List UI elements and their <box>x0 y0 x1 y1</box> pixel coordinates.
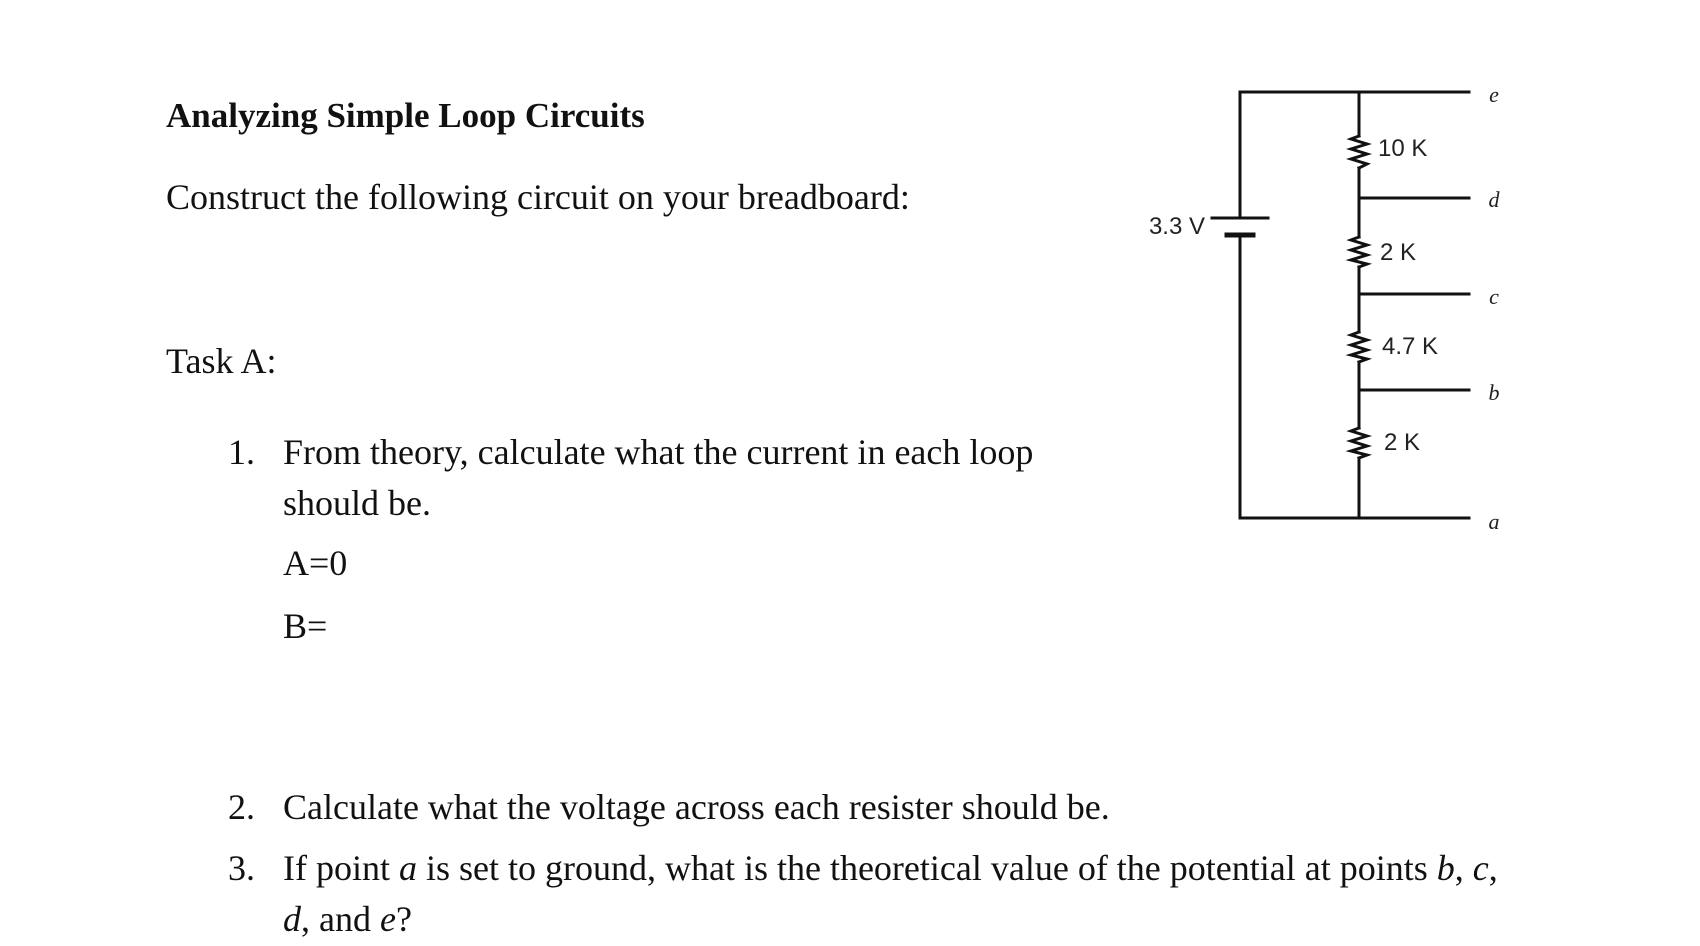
resistor-3-zigzag <box>1351 332 1367 362</box>
intro-text: Construct the following circuit on your breadboard: <box>166 177 910 217</box>
item-2-number: 2. <box>228 787 255 827</box>
item-3-line-1: If point a is set to ground, what is the theoretical value of the potential at points b, c, <box>283 848 1498 888</box>
node-d-label: d <box>1488 187 1500 212</box>
item-1-line-2: should be. <box>283 483 431 523</box>
node-a-label: a <box>1488 509 1500 534</box>
item-1-line-1: From theory, calculate what the current in each loop <box>283 432 1034 472</box>
node-b-label: b <box>1488 380 1500 405</box>
task-heading: Task A: <box>166 341 277 381</box>
node-c-label: c <box>1489 284 1499 309</box>
node-e-label: e <box>1489 82 1499 107</box>
answer-a: A=0 <box>283 543 348 583</box>
resistor-4-zigzag <box>1351 428 1367 458</box>
item-3-line-2: d, and e? <box>283 899 412 939</box>
item-3-number: 3. <box>228 848 255 888</box>
item-1-number: 1. <box>228 432 255 472</box>
resistor-1-zigzag <box>1351 136 1367 168</box>
answer-b: B= <box>283 606 328 646</box>
source-label: 3.3 V <box>1148 213 1205 240</box>
resistor-2-label: 2 K <box>1380 239 1417 266</box>
resistor-4-label: 2 K <box>1384 429 1421 456</box>
document-title: Analyzing Simple Loop Circuits <box>166 96 645 135</box>
item-2-line-1: Calculate what the voltage across each resister should be. <box>283 787 1110 827</box>
resistor-1-label: 10 K <box>1378 135 1428 162</box>
resistor-2-zigzag <box>1351 237 1367 267</box>
resistor-3-label: 4.7 K <box>1382 333 1439 360</box>
